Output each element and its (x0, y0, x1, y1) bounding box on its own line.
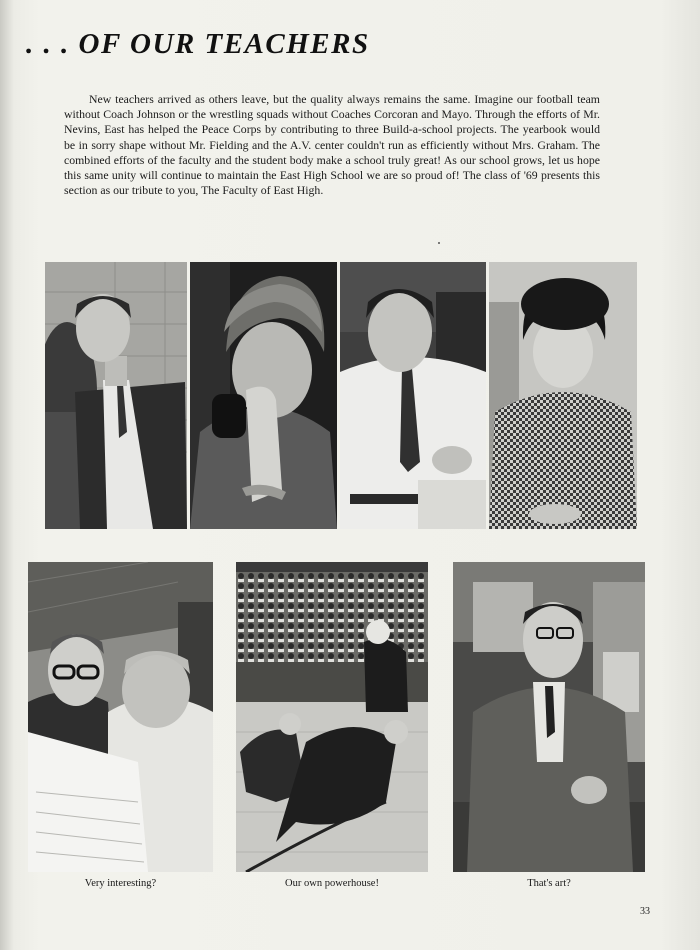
photo-woman-on-phone (190, 262, 337, 529)
photo-woman-smiling-image (489, 262, 637, 529)
photo-woman-smiling (489, 262, 637, 529)
intro-paragraph: New teachers arrived as others leave, but the quality always remains the same. Imagine our football team without Coach Johnson or the wrestling squads without Coaches Corcoran and Mayo. Through the efforts of Mr. Nevins, East has helped the Peace Corps by contributing to three Build-a-school projects. The yearbook would be in sorry shape without Mr. Fielding and the A.V. center couldn't run as efficiently without Mrs. Graham. The combined efforts of the faculty and the student body make a school truly great! As our school grows, let us hope this same unity will continue to maintain the East High School we are so proud of! The class of '69 presents this section as our tribute to you, The Faculty of East High. (64, 92, 600, 198)
caption-very-interesting: Very interesting? (84, 878, 157, 889)
photo-gym-powerhouse (236, 562, 428, 872)
photo-man-in-suit (45, 262, 187, 529)
photo-men-reading (28, 562, 213, 872)
photo-men-reading-image (28, 562, 213, 872)
photo-man-with-tie (340, 262, 486, 529)
photo-gym-powerhouse-image (236, 562, 428, 872)
photo-art-teacher-image (453, 562, 645, 872)
photo-man-with-tie-image (340, 262, 486, 529)
photo-woman-on-phone-image (190, 262, 337, 529)
photo-art-teacher (453, 562, 645, 872)
photo-man-in-suit-image (45, 262, 187, 529)
print-speck (438, 242, 440, 244)
page-number: 33 (640, 906, 650, 917)
caption-thats-art: That's art? (527, 878, 571, 889)
page-title: . . . OF OUR TEACHERS (26, 28, 370, 60)
caption-our-own-powerhouse: Our own powerhouse! (285, 878, 379, 889)
